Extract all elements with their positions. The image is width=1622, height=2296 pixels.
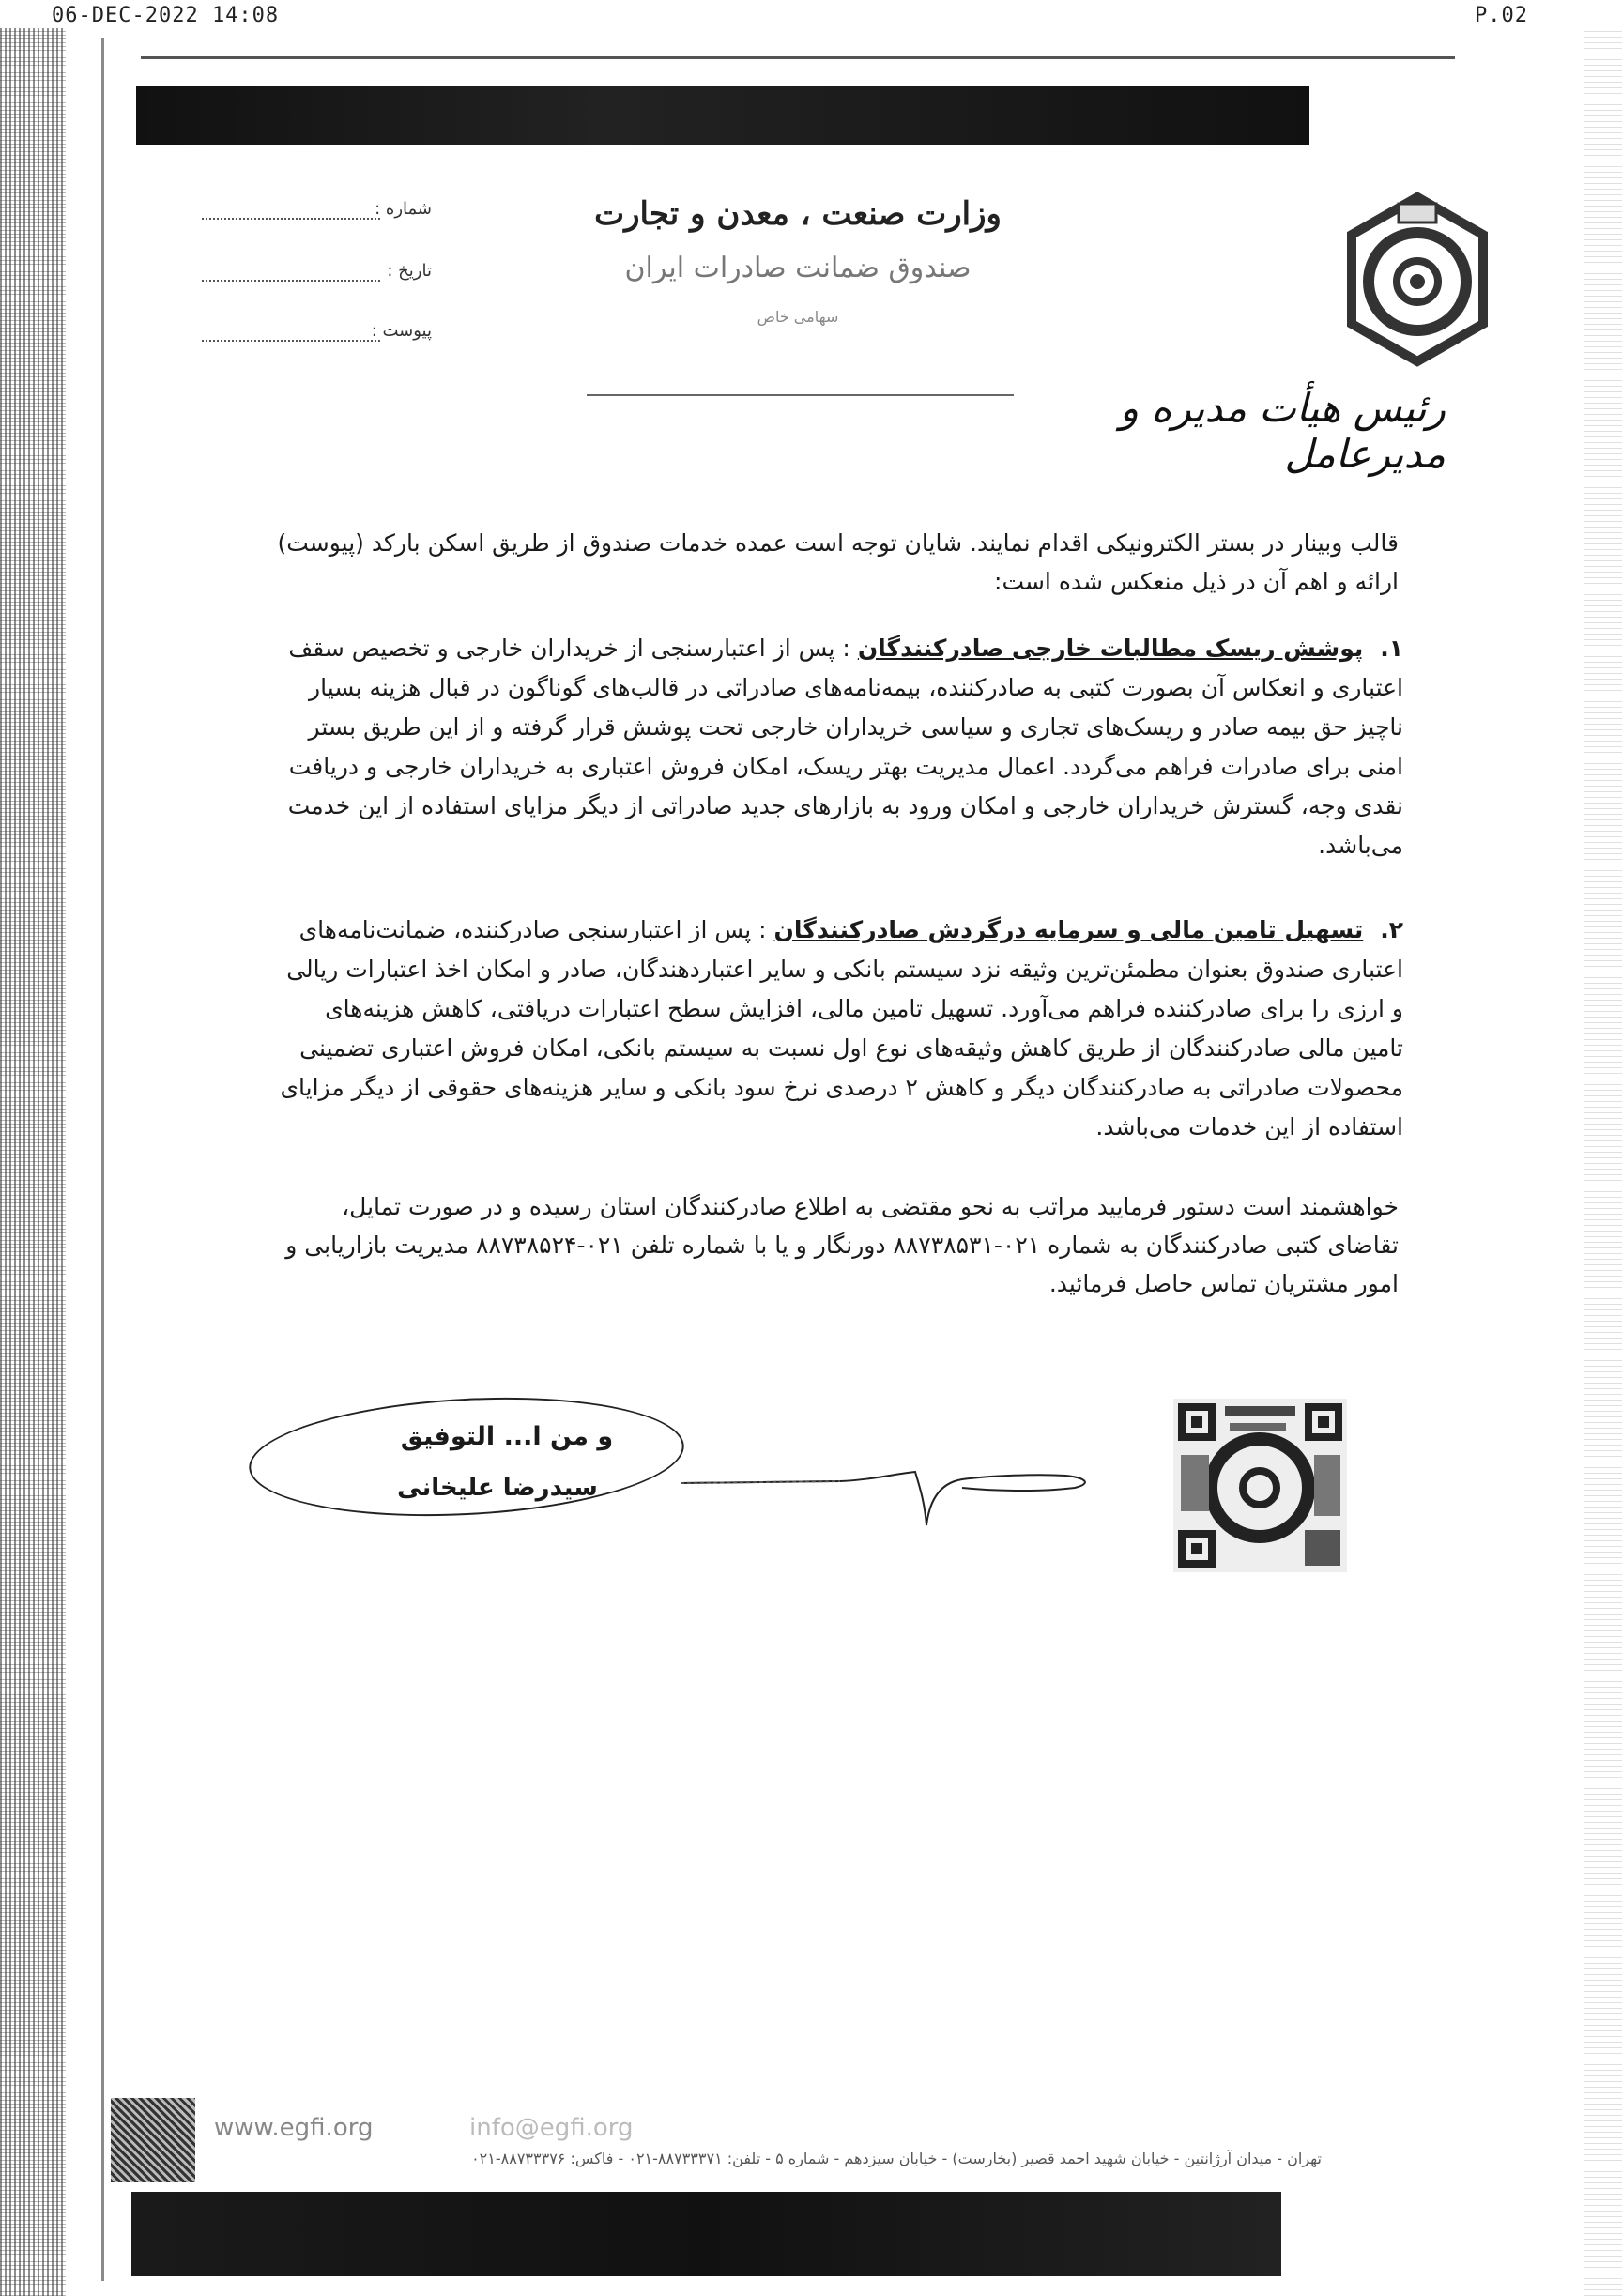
fax-left-edge-noise [0, 28, 66, 2296]
item-title: پوشش ریسک مطالبات خارجی صادرکنندگان [857, 635, 1364, 662]
header-black-bar [136, 86, 1309, 145]
date-field-dots [202, 261, 380, 282]
addressee-handwritten: رئیس هیأت مدیره و مدیرعامل [1119, 385, 1446, 477]
signatory-name: سیدرضا علیخانی [397, 1474, 598, 1502]
number-field-dots [202, 199, 380, 220]
fax-header [0, 2, 1622, 30]
letterhead-rule [587, 394, 1014, 396]
fax-timestamp: 06-DEC-2022 14:08 [52, 4, 280, 27]
date-label: تاریخ : [387, 261, 432, 281]
service-item-1 [272, 629, 1403, 865]
signature-ellipse [246, 1387, 687, 1526]
fax-page-number: P.02 [1475, 4, 1528, 27]
fund-company-type: سهامی خاص [757, 308, 839, 326]
item-number: ۲. [1380, 916, 1403, 943]
header-rule [141, 56, 1455, 59]
fax-right-edge-noise [1584, 28, 1622, 2296]
item-title: تسهیل تامین مالی و سرمایه درگردش صادرکنندگان [773, 916, 1364, 943]
footer-website: www.egfi.org [214, 2114, 374, 2142]
qr-code-icon [1173, 1399, 1347, 1572]
footer-barcode-icon [111, 2098, 195, 2182]
footer-address: تهران - میدان آرژانتین - خیابان شهید احمد قصیر (بخارست) - خیابان سیزدهم - شماره ۵ - تلفن: ۸۸۷۳۳۳۷۱-۰۲۱ - فاکس: ۸۸۷۳۳۳۷۶-۰۲۱ [471, 2150, 1322, 2167]
attachment-field-dots [202, 321, 380, 342]
closing-phrase: و من ا... التوفیق [400, 1422, 614, 1451]
footer-email: info@egfi.org [469, 2114, 634, 2142]
intro-paragraph: قالب وبینار در بستر الکترونیکی اقدام نمایند. شایان توجه است عمده خدمات صندوق از طریق اسکن بارکد (پیوست) ارائه و اهم آن در ذیل منعکس شده است: [277, 529, 1399, 595]
ministry-title: وزارت صنعت ، معدن و تجارت [594, 195, 1002, 233]
handwritten-signature-icon [681, 1446, 1112, 1549]
attachment-label: پیوست : [371, 321, 432, 341]
fund-title: صندوق ضمانت صادرات ایران [624, 252, 972, 284]
closing-paragraph: خواهشمند است دستور فرمایید مراتب به نحو مقتضی به اطلاع صادرکنندگان استان رسیده و در صورت تمایل، تقاضای کتبی صادرکنندگان به شماره ۰۲۱-۸۸۷۳۸۵۳۱ دورنگار و یا با شماره تلفن ۰۲۱-۸۸۷۳۸۵۲۴ مدیریت بازاریابی و امور مشتریان تماس حاصل فرمائید. [285, 1193, 1399, 1297]
item-text: : پس از اعتبارسنجی صادرکننده، ضمانت‌نامه‌های اعتباری صندوق بعنوان مطمئن‌ترین وثیقه نزد سیستم بانکی و سایر اعتباردهندگان، صادر و امکان اخذ اعتبارات ریالی و ارزی را برای صادرکننده فراهم می‌آورد. تسهیل تامین مالی، افزایش سطح اعتبارات دریافتی، کاهش هزینه‌های تامین مالی صادرکنندگان از طریق کاهش وثیقه‌های نوع اول نسبت به سیستم بانکی، امکان فروش اعتباری تضمینی محصولات صادراتی به صادرکنندگان دیگر و کاهش ۲ درصدی نرخ سود بانکی و سایر هزینه‌های حقوقی از دیگر مزایای استفاده از این خدمات می‌باشد. [280, 916, 1403, 1140]
fax-left-edge-line [101, 38, 104, 2281]
egfi-logo-icon [1342, 192, 1492, 380]
number-label: شماره : [375, 199, 432, 219]
service-item-2 [272, 911, 1403, 1147]
item-text: : پس از اعتبارسنجی از خریداران خارجی و تخصیص سقف اعتباری و انعکاس آن بصورت کتبی به صادرکننده، بیمه‌نامه‌های صادراتی در قالب‌های گوناگون در قبال هزینه بسیار ناچیز حق بیمه صادر و ریسک‌های تجاری و سیاسی خریداران خارجی تحت پوشش قرار گرفته و از این طریق بستر امنی برای صادرات فراهم می‌گردد. اعمال مدیریت بهتر ریسک، امکان فروش اعتباری به خریداران خارجی و دریافت نقدی وجه، گسترش خریداران خارجی و امکان ورود به بازارهای جدید صادراتی از دیگر مزایای استفاده از این خدمت می‌باشد. [287, 635, 1403, 859]
footer-black-bar [131, 2192, 1281, 2276]
item-number: ۱. [1380, 635, 1403, 662]
